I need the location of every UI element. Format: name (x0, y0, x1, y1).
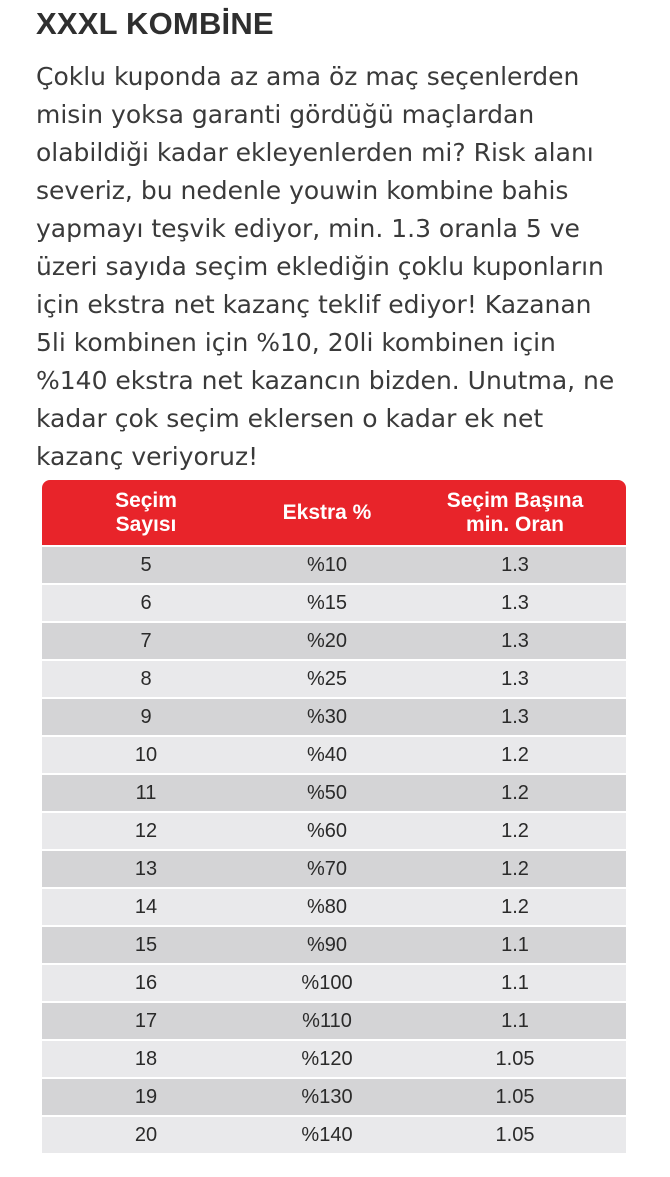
cell-extra-percent: %130 (250, 1078, 404, 1116)
cell-min-odds: 1.3 (404, 660, 626, 698)
cell-extra-percent: %25 (250, 660, 404, 698)
table-row (42, 1002, 626, 1040)
cell-min-odds: 1.2 (404, 774, 626, 812)
table-row (42, 736, 626, 774)
cell-selection-count: 18 (42, 1040, 250, 1078)
cell-selection-count: 19 (42, 1078, 250, 1116)
cell-extra-percent: %10 (250, 546, 404, 584)
table-row (42, 1040, 626, 1078)
cell-extra-percent: %70 (250, 850, 404, 888)
cell-min-odds: 1.3 (404, 698, 626, 736)
cell-extra-percent: %20 (250, 622, 404, 660)
cell-extra-percent: %140 (250, 1116, 404, 1153)
cell-selection-count: 12 (42, 812, 250, 850)
cell-min-odds: 1.3 (404, 546, 626, 584)
cell-min-odds: 1.2 (404, 736, 626, 774)
cell-min-odds: 1.3 (404, 584, 626, 622)
cell-selection-count: 9 (42, 698, 250, 736)
cell-extra-percent: %120 (250, 1040, 404, 1078)
cell-extra-percent: %15 (250, 584, 404, 622)
table-row (42, 964, 626, 1002)
cell-extra-percent: %60 (250, 812, 404, 850)
cell-extra-percent: %80 (250, 888, 404, 926)
cell-extra-percent: %100 (250, 964, 404, 1002)
table-row (42, 622, 626, 660)
table-row (42, 774, 626, 812)
cell-min-odds: 1.1 (404, 926, 626, 964)
cell-selection-count: 8 (42, 660, 250, 698)
cell-min-odds: 1.05 (404, 1078, 626, 1116)
cell-extra-percent: %90 (250, 926, 404, 964)
table-header-row (42, 480, 626, 546)
cell-selection-count: 7 (42, 622, 250, 660)
cell-selection-count: 11 (42, 774, 250, 812)
table-row (42, 1116, 626, 1153)
cell-selection-count: 17 (42, 1002, 250, 1040)
cell-extra-percent: %110 (250, 1002, 404, 1040)
cell-min-odds: 1.2 (404, 888, 626, 926)
cell-selection-count: 14 (42, 888, 250, 926)
table-row (42, 888, 626, 926)
promo-description: Çoklu kuponda az ama öz maç seçenlerden misin yoksa garanti gördüğü maçlardan olabildiği kadar ekleyenlerden mi? Risk alanı severiz, bu nedenle youwin kombine bahis yapmayı teşvik ediyor, min. 1.3 oranla 5 ve üzeri sayıda seçim eklediğin çoklu kuponların için ekstra net kazanç teklif ediyor! Kazanan 5li kombinen için %10, 20li kombinen için %140 ekstra net kazancın bizden. Unutma, ne kadar çok seçim eklersen o kadar ek net kazanç veriyoruz! (36, 62, 615, 471)
table-row (42, 584, 626, 622)
table-row (42, 698, 626, 736)
cell-selection-count: 16 (42, 964, 250, 1002)
cell-extra-percent: %30 (250, 698, 404, 736)
table-row (42, 926, 626, 964)
cell-extra-percent: %50 (250, 774, 404, 812)
page-title: XXXL KOMBİNE (36, 6, 274, 41)
table-body (42, 546, 626, 1153)
table-row (42, 1078, 626, 1116)
table-row (42, 850, 626, 888)
table-row (42, 660, 626, 698)
table-row (42, 812, 626, 850)
table-header (42, 480, 626, 546)
cell-min-odds: 1.1 (404, 1002, 626, 1040)
cell-min-odds: 1.2 (404, 812, 626, 850)
bonus-table (42, 480, 626, 1153)
cell-selection-count: 15 (42, 926, 250, 964)
cell-selection-count: 10 (42, 736, 250, 774)
cell-selection-count: 6 (42, 584, 250, 622)
cell-min-odds: 1.05 (404, 1116, 626, 1153)
cell-min-odds: 1.2 (404, 850, 626, 888)
header-min-odds: Seçim Başına min. Oran (404, 480, 626, 546)
cell-min-odds: 1.1 (404, 964, 626, 1002)
header-extra-percent: Ekstra % (250, 480, 404, 546)
cell-min-odds: 1.05 (404, 1040, 626, 1078)
header-selection-count: Seçim Sayısı (42, 480, 250, 546)
cell-selection-count: 13 (42, 850, 250, 888)
cell-extra-percent: %40 (250, 736, 404, 774)
cell-min-odds: 1.3 (404, 622, 626, 660)
cell-selection-count: 20 (42, 1116, 250, 1153)
cell-selection-count: 5 (42, 546, 250, 584)
table-row (42, 546, 626, 584)
